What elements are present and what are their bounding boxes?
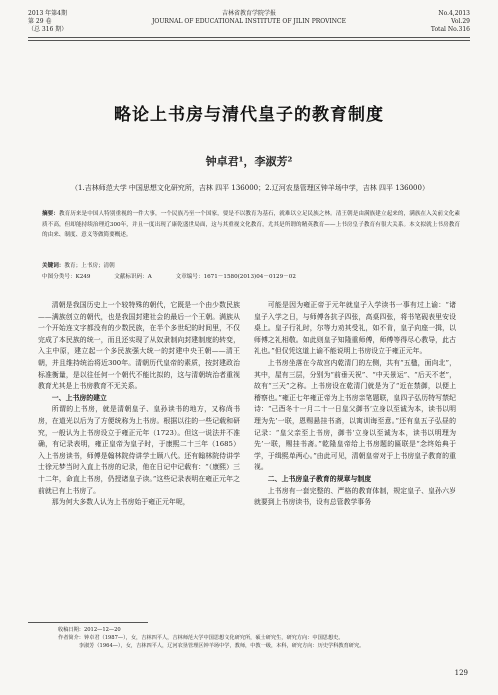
header-rule-bottom: [28, 40, 470, 41]
keywords: [42, 262, 460, 271]
header-rule-top: [28, 37, 470, 38]
body-paragraph: 那为何大多数人认为上书房始于雍正元年呢，: [51, 498, 190, 507]
header-left: [28, 10, 67, 34]
total-no-en: Total No.316: [430, 26, 470, 33]
received-date: 收稿日期：2012—12—20: [58, 627, 121, 633]
keywords-text: 教育；上书房；清朝: [64, 263, 115, 269]
author-bio-1: 作者简介：钟卓君（1987—），女，吉林四平人，吉林师范大学中国思想文化研究所，硕士研究生，研究方向：中国思想史。: [58, 635, 344, 641]
classification-line: [42, 273, 460, 282]
abstract: [42, 209, 460, 241]
document-code: 文献标识码：A: [114, 274, 152, 280]
journal-name-en: JOURNAL OF EDUCATIONAL INSTITUTE OF JILIN PROVINCE: [152, 18, 346, 25]
total-issue-line: （总 316 期）: [28, 26, 68, 33]
volume-en: Vol.29: [451, 18, 470, 25]
body-paragraph: 上书房有一套完整的、严格的教育体制，规定皇子、皇孙六岁就要到上书房读书，设有总管教学事务: [254, 486, 456, 507]
author-bio-2: 李淑芳（1964—），女，吉林四平人，辽河农垦管理区钟羊场中学，教师，中教一级，本科，研究方向：历史学科教育研究。: [78, 643, 365, 649]
authors: 钟卓君¹，李淑芳²: [205, 155, 293, 168]
header-center: [120, 10, 378, 26]
body-left-column: [38, 300, 240, 509]
abstract-label: 摘要：: [42, 211, 59, 217]
footnote-rule: [28, 622, 148, 623]
issue-line: 2013 年第4期: [28, 10, 67, 17]
footnote: [58, 626, 468, 650]
body-paragraph: 清朝是我国历史上一个较特殊的朝代，它既是一个由少数民族——满族创立的朝代，也是我国封建社会的最后一个王朝。满族从一个开始连文字都没有的少数民族，在半个多世纪的时间里，不仅完成了本民族的统一，而且还实现了从奴隶制向封建制度的转变，入主中原，建立起一个多民族强大统一的封建中央王朝——清王朝，并且维持统治将近300年。清朝历代皇帝的素质，按封建政治标准衡量，是以往任何一个朝代不能比拟的，这与清朝统治者重视教育尤其是上书房教育不无关系。: [38, 301, 240, 391]
body-paragraph: 所谓的上书房，就是清朝皇子、皇孙读书的地方，又称尚书房，在道光以后为了方便统称为上书房。根据以往的一些记载和研究，一般认为上书房设立于雍正元年（1723）。但这一说法并不准确，有记录表明，雍正皇帝为皇子时，于康熙二十三年（1685）入上书房读书，师傅是翰林院侍讲学士顾八代。还有翰林院侍讲学士徐元梦当时入直上书房的记录，他在日记中记载有：“（康熙）三十二年，命直上书房，仍授诸皇子读。”这些记录表明在雍正元年之前就已有上书房了。: [38, 405, 240, 495]
article-id: 文章编号：1671－1580(2013)04－0129－02: [175, 274, 296, 280]
body-right-column: [254, 300, 456, 509]
keywords-label: 关键词：: [42, 263, 65, 269]
clc-number: 中图分类号：K249: [42, 274, 91, 280]
journal-name-cn: 吉林省教育学院学报: [221, 10, 276, 17]
issue-no-en: No.4,2013: [438, 10, 470, 17]
body-paragraph: 可能是因为雍正帝于元年就皇子入学读书一事有过上谕：“诸皇子入学之日，与师傅各抗子四张，高桌四张，将书笔砚表里安设桌上。皇子行礼时，尔等力劝其受礼，如不肯，皇子向座一揖，以师傅之礼相敬。如此则皇子知隆重师傅，师傅等得尽心教导，此古礼也。”但仅凭这道上谕不能说明上书房设立于雍正元年。: [254, 301, 456, 356]
section-heading: 二、上书房皇子教育的规章与制度: [267, 474, 372, 483]
section-heading: 一、上书房的建立: [51, 393, 107, 402]
abstract-text: 教育历来是中国人特别重视的一件大事，一个民族乃至一个国家，要是不以教育为基石，就难以立足民族之林。清王朝是由满族建立起来的，满族在入关前文化素质不高，但却能持续治理近300年，并且一度出现了康乾盛世局面，这与其重视文化教育，尤其是所谓的精英教育——上书房皇子教育有很大关系。本文拟就上书房教育的由来、制度、意义等做简要概述。: [42, 211, 460, 238]
body-paragraph: 上书房坐落在今故宫内乾清门的左侧，共有“五楹，面向北”，其中，屋有三层，分别为“前垂天祝”、“中天景运”、“后天不老”，故有“三天”之称。上书房设在乾清门就是为了“近在禁御，以便上稽察也。”雍正七年雍正帝为上书房亲笔题联，皇四子弘历特写禁纪诗：“己酉冬十一月二十一日皇父御书‘立身以至诚为本，读书以明理为先’一联，恩赐悬挂书斋，以寓训诲至意。”还有皇五子弘昼的记录：“皇父亲至上书房，御书‘立身以至诚为本，读书以明理为先’一联，赐挂书斋。”乾隆皇帝给上书房题的匾联是“念终始典于学，于缉熙单两心。”由此可见，清朝皇帝对于上书房皇子教育的重视。: [254, 358, 456, 472]
header-right: [431, 10, 470, 34]
article-title: 略论上书房与清代皇子的教育制度: [114, 105, 384, 125]
volume-line: 第 29 卷: [28, 18, 52, 25]
page-number: 129: [454, 669, 468, 677]
affiliation: （1.吉林师范大学 中国思想文化研究所，吉林 四平 136000；2.辽河农垦管理区钟羊场中学，吉林 四平 136000）: [71, 184, 429, 192]
